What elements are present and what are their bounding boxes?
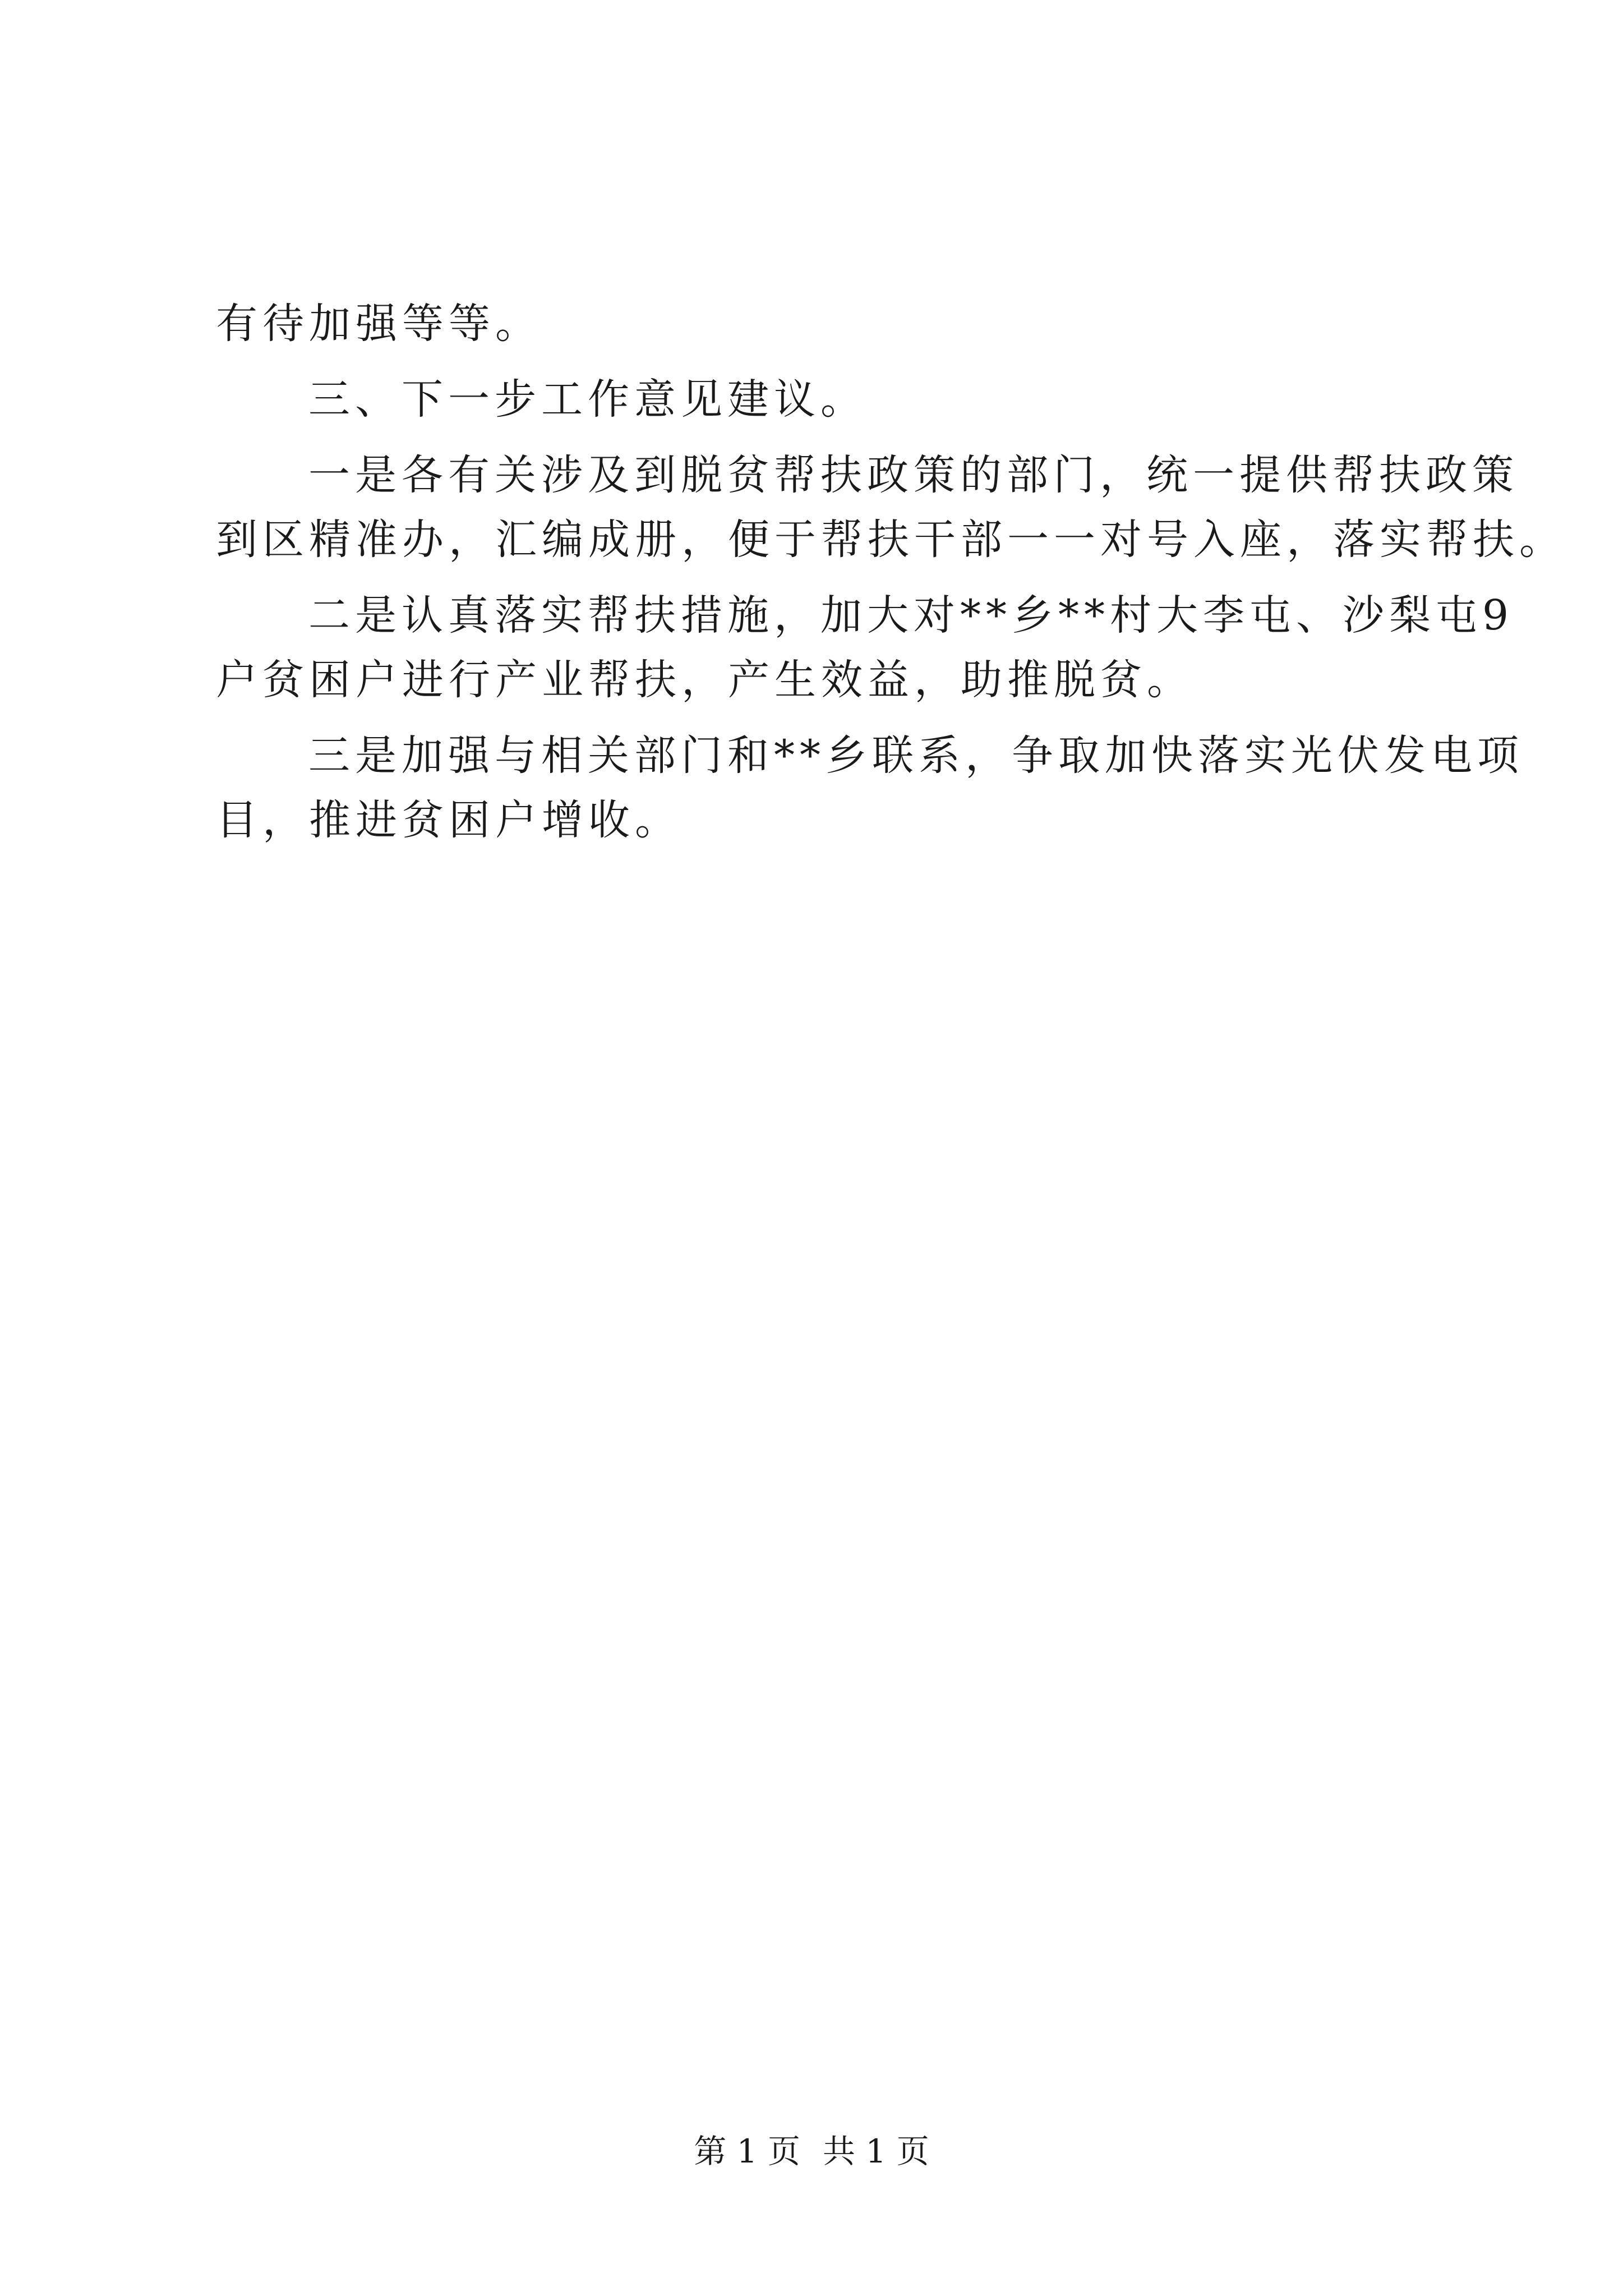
paragraph-line: 三是加强与相关部门和**乡联系，争取加快落实光伏发电项 [308,731,1524,780]
section-heading: 三、下一步工作意见建议。 [308,375,867,424]
paragraph-line: 到区精准办，汇编成册，便于帮扶干部一一对号入座，落实帮扶。 [216,516,1566,564]
page-footer [0,2132,1623,2171]
paragraph-line: 一是各有关涉及到脱贫帮扶政策的部门，统一提供帮扶政策 [308,451,1519,499]
paragraph-line: 二是认真落实帮扶措施，加大对**乡**村大李屯、沙梨屯9 [308,591,1514,639]
paragraph-line: 户贫困户进行产业帮扶，产生效益，助推脱贫。 [216,656,1193,704]
paragraph-line: 有待加强等等。 [216,300,542,348]
paragraph-line: 目，推进贫困户增收。 [216,796,681,844]
page-number: 第 1 页 [694,2132,800,2170]
page-total: 共 1 页 [823,2132,929,2170]
document-body [216,292,1566,853]
